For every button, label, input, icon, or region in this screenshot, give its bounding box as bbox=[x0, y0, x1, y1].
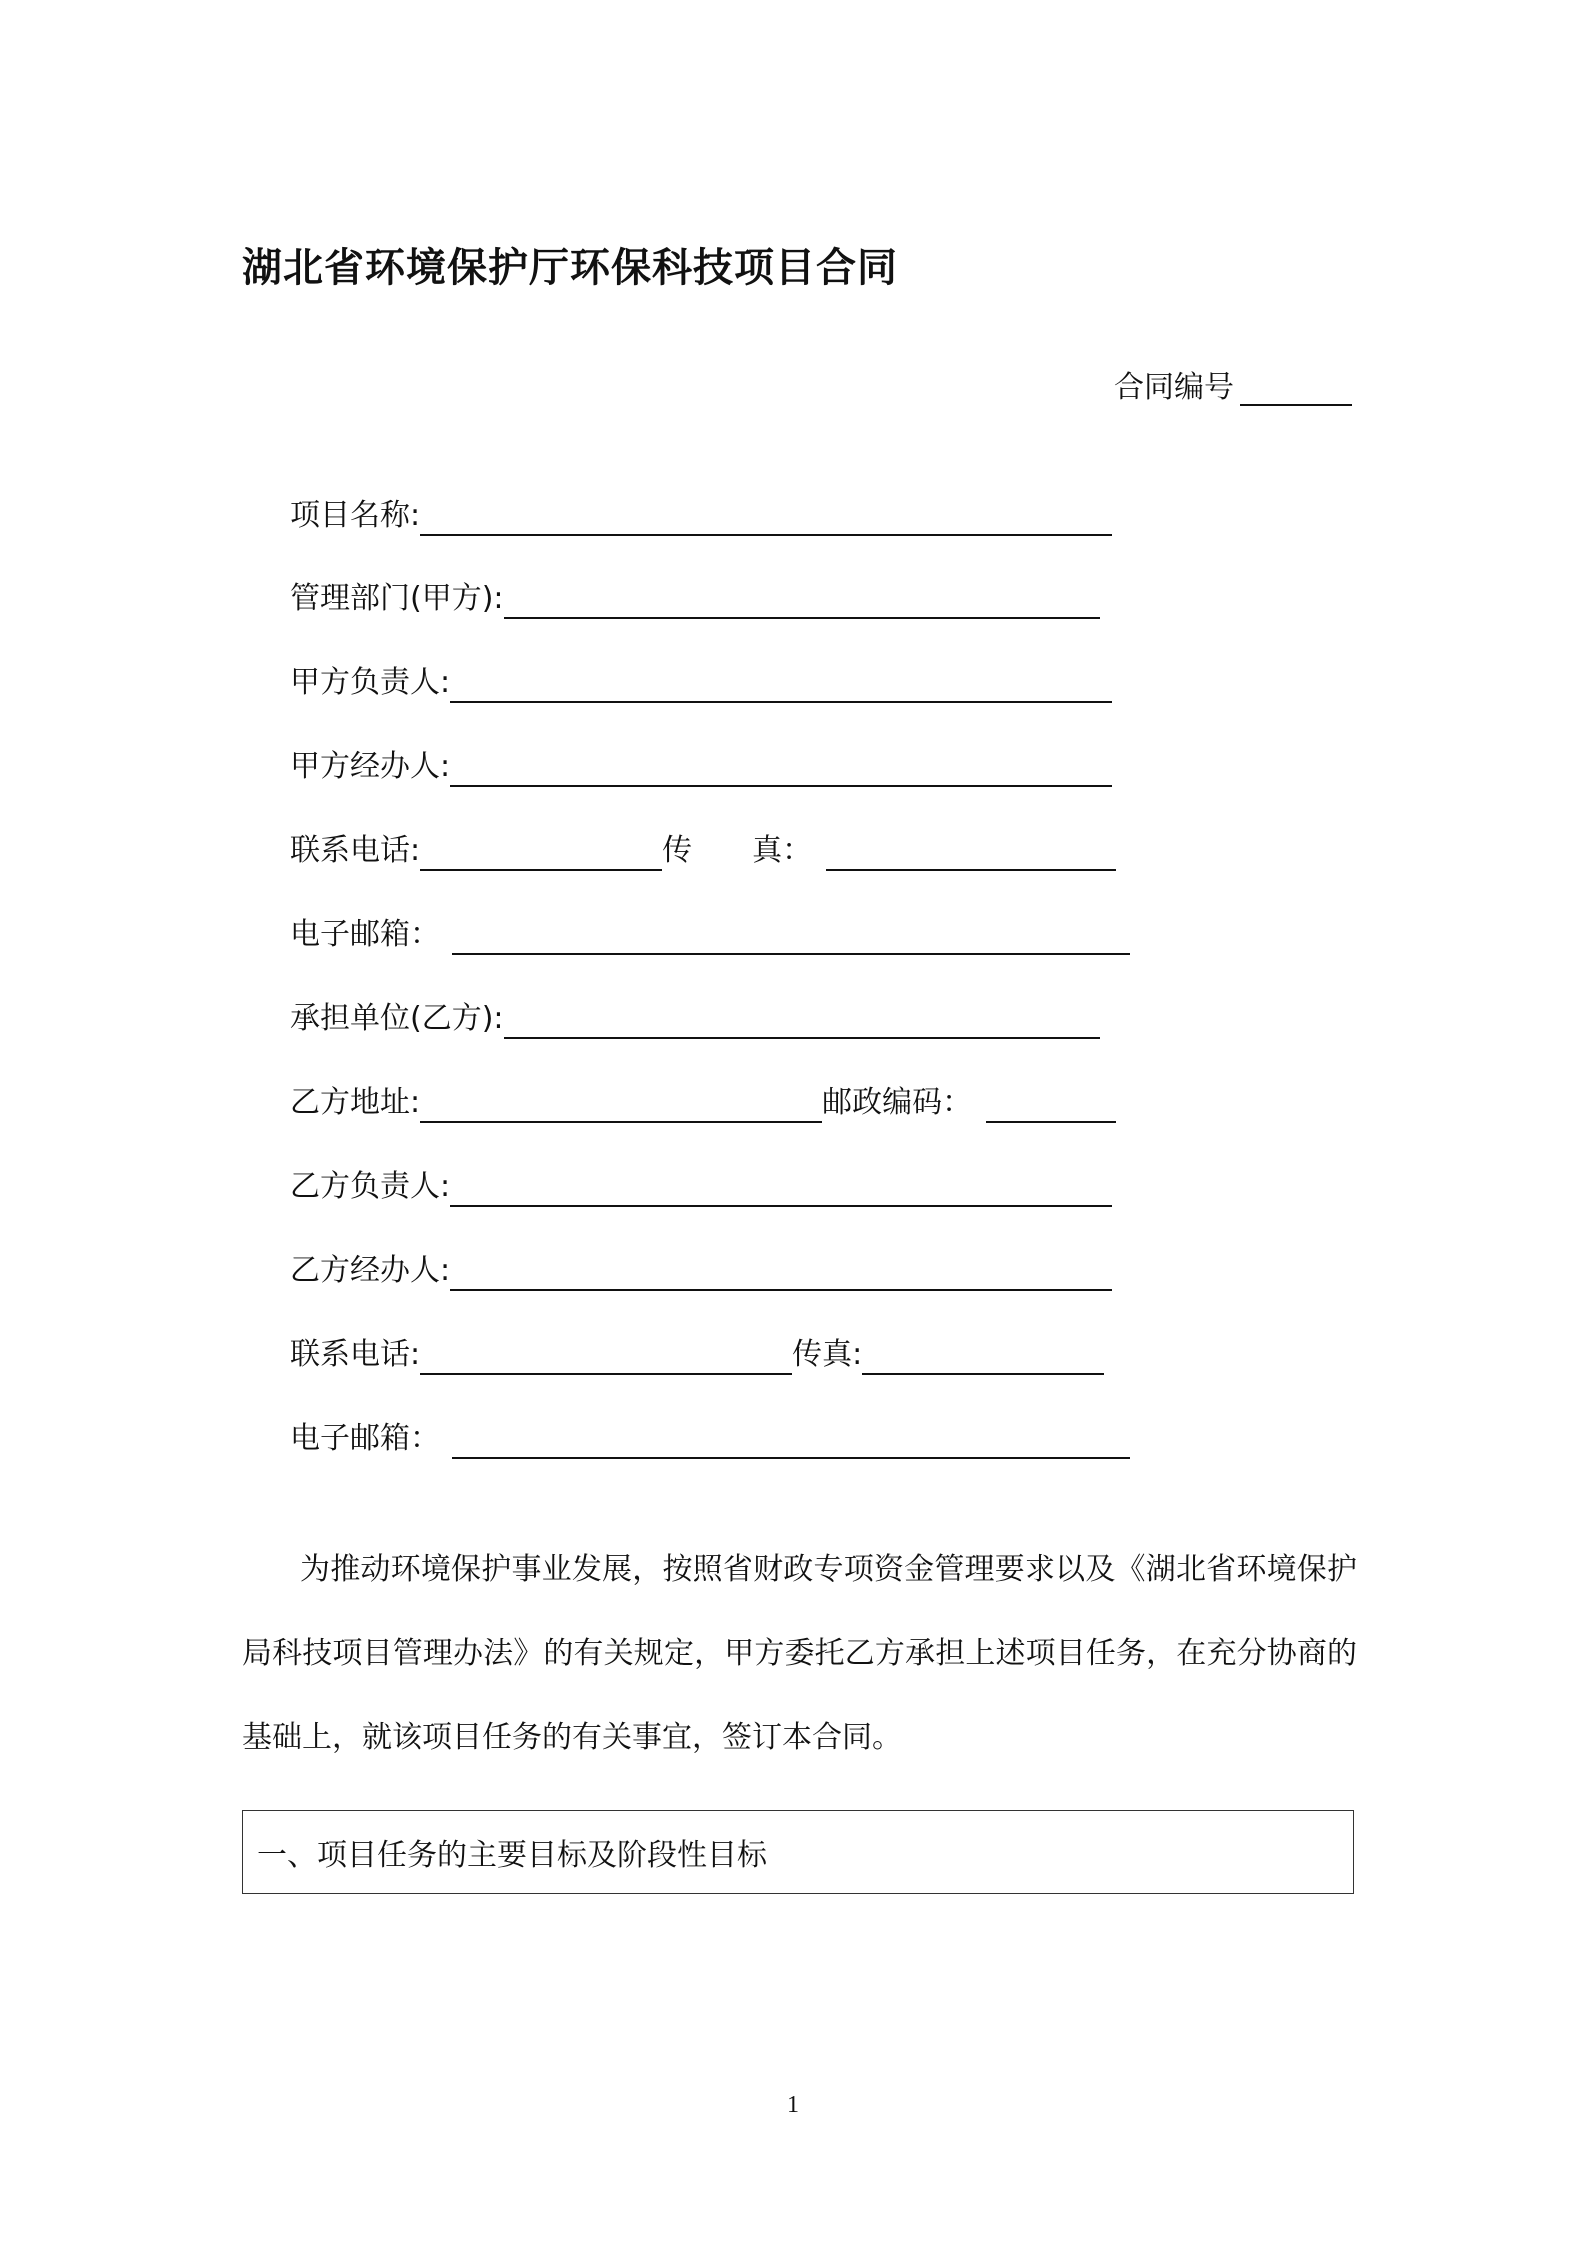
contract-number-blank[interactable] bbox=[1240, 370, 1352, 406]
project-name-blank[interactable] bbox=[420, 494, 1112, 536]
field-b-leader bbox=[290, 1161, 1112, 1207]
field-b-address-postcode bbox=[290, 1077, 1116, 1123]
field-b-phone-fax bbox=[290, 1329, 1104, 1375]
a-fax-blank[interactable] bbox=[826, 829, 1116, 871]
field-a-handler bbox=[290, 741, 1112, 787]
b-handler-blank[interactable] bbox=[450, 1249, 1112, 1291]
field-unit-b bbox=[290, 993, 1100, 1039]
a-leader-blank[interactable] bbox=[450, 661, 1112, 703]
a-phone-blank[interactable] bbox=[420, 829, 662, 871]
b-leader-label: 乙方负责人: bbox=[290, 1169, 451, 1204]
a-leader-label: 甲方负责人: bbox=[290, 665, 451, 700]
a-phone-label: 联系电话: bbox=[290, 833, 421, 868]
contract-number bbox=[1114, 362, 1352, 406]
section-heading-box bbox=[242, 1810, 1354, 1894]
field-b-handler bbox=[290, 1245, 1112, 1291]
a-handler-blank[interactable] bbox=[450, 745, 1112, 787]
field-dept-a bbox=[290, 573, 1100, 619]
page-number: 1 bbox=[787, 2092, 799, 2118]
field-a-leader bbox=[290, 657, 1112, 703]
b-address-blank[interactable] bbox=[420, 1081, 822, 1123]
b-address-label: 乙方地址: bbox=[290, 1085, 421, 1120]
dept-a-blank[interactable] bbox=[504, 577, 1100, 619]
b-email-blank[interactable] bbox=[452, 1417, 1130, 1459]
b-email-label: 电子邮箱： bbox=[290, 1421, 440, 1456]
section-heading: 一、项目任务的主要目标及阶段性目标 bbox=[257, 1838, 767, 1873]
a-email-label: 电子邮箱： bbox=[290, 917, 440, 952]
field-project-name bbox=[290, 490, 1112, 536]
b-phone-blank[interactable] bbox=[420, 1333, 792, 1375]
contract-number-label: 合同编号 bbox=[1114, 370, 1234, 405]
unit-b-label: 承担单位(乙方): bbox=[290, 1001, 504, 1036]
field-b-email bbox=[290, 1413, 1130, 1459]
intro-paragraph: 为推动环境保护事业发展，按照省财政专项资金管理要求以及《湖北省环境保护局科技项目管理办法》的有关规定，甲方委托乙方承担上述项目任务，在充分协商的基础上，就该项目任务的有关事宜，签订本合同。 bbox=[242, 1552, 1357, 1755]
b-postcode-label: 邮政编码： bbox=[822, 1085, 973, 1120]
unit-b-blank[interactable] bbox=[504, 997, 1100, 1039]
b-leader-blank[interactable] bbox=[450, 1165, 1112, 1207]
dept-a-label: 管理部门(甲方): bbox=[290, 581, 504, 616]
a-handler-label: 甲方经办人: bbox=[290, 749, 451, 784]
document-title: 湖北省环境保护厅环保科技项目合同 bbox=[242, 245, 898, 291]
b-postcode-blank[interactable] bbox=[986, 1081, 1116, 1123]
b-fax-blank[interactable] bbox=[862, 1333, 1104, 1375]
field-a-email bbox=[290, 909, 1130, 955]
b-handler-label: 乙方经办人: bbox=[290, 1253, 451, 1288]
b-phone-label: 联系电话: bbox=[290, 1337, 421, 1372]
project-name-label: 项目名称: bbox=[290, 498, 421, 533]
a-fax-label: 传 真： bbox=[662, 833, 813, 868]
a-email-blank[interactable] bbox=[452, 913, 1130, 955]
field-a-phone-fax bbox=[290, 825, 1116, 871]
b-fax-label: 传真: bbox=[792, 1337, 863, 1372]
